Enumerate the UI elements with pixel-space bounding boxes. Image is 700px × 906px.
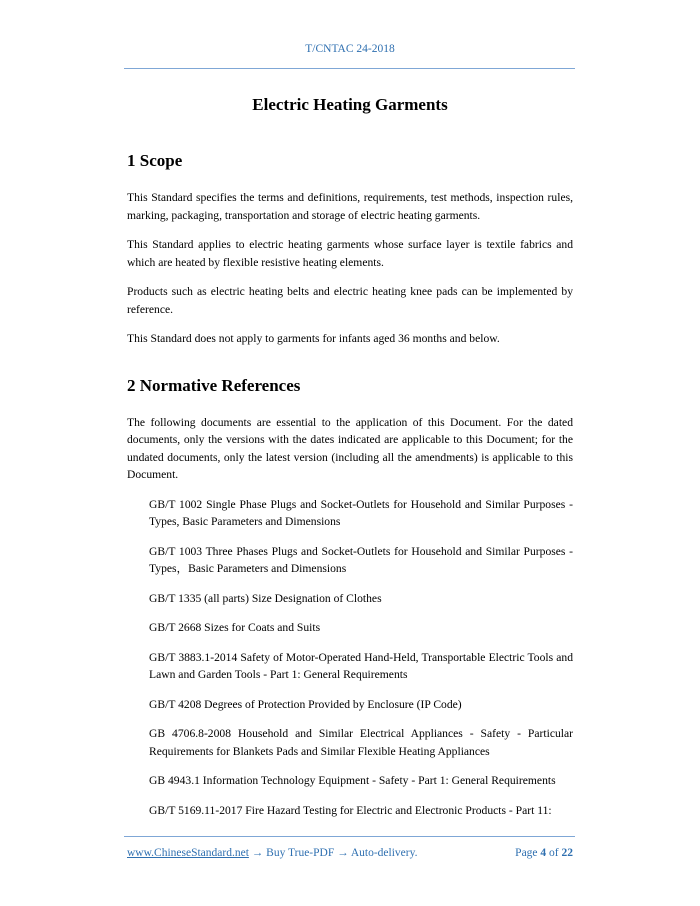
standard-code-header: T/CNTAC 24-2018 — [305, 43, 395, 55]
website-link[interactable]: www.ChineseStandard.net — [127, 847, 249, 859]
page-of: of — [549, 847, 559, 859]
normative-references-intro: The following documents are essential to the application of this Document. For the dated documents, only the versions with the dates indicated are applicable to this Document; for the undated documents, only the latest version (including all the amendments) is applicable to this Document. — [127, 415, 573, 481]
page-current: 4 — [540, 847, 547, 859]
scope-paragraph: This Standard specifies the terms and definitions, requirements, test methods, inspection rules, marking, packaging, transportation and storage of electric heating garments. — [127, 191, 573, 222]
section-heading-scope: 1 Scope — [127, 151, 183, 170]
page-number — [515, 847, 573, 859]
document-title: Electric Heating Garments — [252, 95, 448, 114]
reference-item: GB/T 2668 Sizes for Coats and Suits — [149, 621, 321, 634]
page-total: 22 — [561, 847, 573, 859]
page-label: Page — [515, 847, 538, 859]
reference-item: GB/T 1002 Single Phase Plugs and Socket-Outlets for Household and Similar Purposes - Types, Basic Parameters and Dimensions — [149, 497, 573, 528]
reference-item: GB 4706.8-2008 Household and Similar Electrical Appliances - Safety - Particular Requirements for Blankets Pads and Similar Flexible Heating Appliances — [149, 727, 573, 758]
reference-item: GB/T 5169.11-2017 Fire Hazard Testing for Electric and Electronic Products - Part 11: — [149, 803, 552, 817]
section-heading-normative-references: 2 Normative References — [127, 375, 301, 395]
reference-item: GB/T 1335 (all parts) Size Designation of Clothes — [149, 591, 382, 605]
reference-item: GB/T 1003 Three Phases Plugs and Socket-Outlets for Household and Similar Purposes - Types，Basic Parameters and Dimensions — [149, 544, 573, 575]
footer-divider — [124, 836, 575, 837]
scope-paragraph: Products such as electric heating belts and electric heating knee pads can be implemented by reference. — [127, 285, 573, 316]
page-content — [127, 92, 573, 819]
header-divider — [124, 68, 575, 69]
footer-promo-text: → Buy True-PDF → Auto-delivery. — [248, 847, 418, 859]
page-footer — [127, 847, 573, 859]
scope-paragraph: This Standard applies to electric heating garments whose surface layer is textile fabrics and which are heated by flexible resistive heating elements. — [127, 238, 573, 269]
reference-item: GB 4943.1 Information Technology Equipment - Safety - Part 1: General Requirements — [149, 774, 556, 787]
scope-paragraph: This Standard does not apply to garments for infants aged 36 months and below. — [127, 332, 500, 345]
reference-item: GB/T 4208 Degrees of Protection Provided by Enclosure (IP Code) — [149, 697, 462, 711]
reference-item: GB/T 3883.1-2014 Safety of Motor-Operated Hand-Held, Transportable Electric Tools and Lawn and Garden Tools - Part 1: General Requirements — [149, 650, 573, 681]
